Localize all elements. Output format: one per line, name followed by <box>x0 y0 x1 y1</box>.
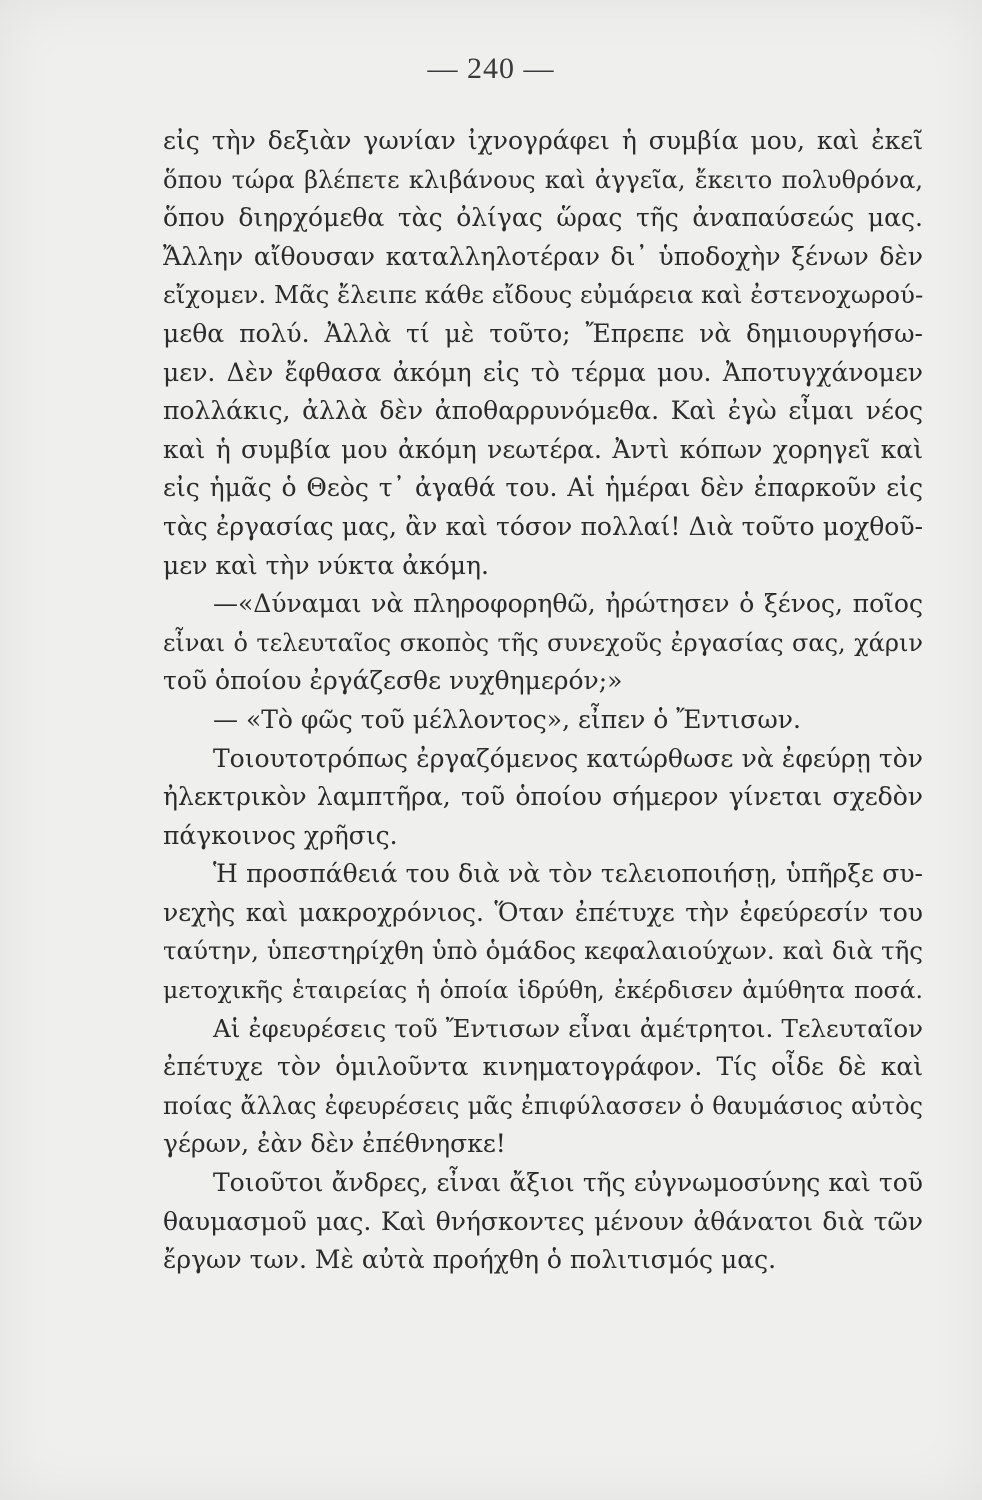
text-line: ἠλεκτρικὸν λαμπτῆρα, τοῦ ὁποίου σήμερον γίνεται σχεδὸν <box>163 782 923 812</box>
text-line: ἔργων των. Μὲ αὐτὰ προήχθη ὁ πολιτισμός μας. <box>163 1245 777 1275</box>
text-line: Τοιουτοτρόπως ἐργαζόμενος κατώρθωσε νὰ ἐφεύρῃ τὸν <box>213 743 923 773</box>
text-line: Αἱ ἐφευρέσεις τοῦ Ἔντισων εἶναι ἀμέτρητοι. Τελευταῖον <box>213 1013 923 1043</box>
text-line: —«Δύναμαι νὰ πληροφορηθῶ, ἠρώτησεν ὁ ξένος, ποῖος <box>213 589 923 619</box>
text-line: εἰς τὴν δεξιὰν γωνίαν ἰχνογράφει ἡ συμβία μου, καὶ ἐκεῖ <box>163 126 923 155</box>
text-line: — «Τὸ φῶς τοῦ μέλλοντος», εἶπεν ὁ Ἔντισων. <box>213 704 801 734</box>
text-line: Ἄλλην αἴθουσαν καταλληλοτέραν δι᾿ ὑποδοχὴν ξένων δὲν <box>163 241 923 271</box>
text-line: καὶ ἡ συμβία μου ἀκόμη νεωτέρα. Ἀντὶ κόπων χορηγεῖ καὶ <box>163 434 923 464</box>
text-line: μεθα πολύ. Ἀλλὰ τί μὲ τοῦτο; Ἔπρεπε νὰ δημιουργήσω- <box>163 318 923 348</box>
text-line: τοῦ ὁποίου ἐργάζεσθε νυχθημερόν;» <box>163 666 623 696</box>
text-line: νεχὴς καὶ μακροχρόνιος. Ὅταν ἐπέτυχε τὴν ἐφεύρεσίν του <box>163 897 923 927</box>
text-line: τὰς ἐργασίας μας, ἂν καὶ τόσον πολλαί! Διὰ τοῦτο μοχθοῦ- <box>163 511 923 541</box>
text-line: ταύτην, ὑπεστηρίχθη ὑπὸ ὁμάδος κεφαλαιούχων. καὶ διὰ τῆς <box>163 936 923 966</box>
page-number: — 240 — <box>427 52 555 85</box>
text-line: μεν καὶ τὴν νύκτα ἀκόμη. <box>163 550 489 580</box>
text-line: εἶναι ὁ τελευταῖος σκοπὸς τῆς συνεχοῦς ἐργασίας σας, χάριν <box>163 628 923 657</box>
body-text <box>163 122 923 1280</box>
text-line: ὅπου τώρα βλέπετε κλιβάνους καὶ ἀγγεῖα, ἔκειτο πολυθρόνα, <box>163 165 923 194</box>
text-line: μεν. Δὲν ἔφθασα ἀκόμη εἰς τὸ τέρμα μου. Ἀποτυγχάνομεν <box>163 357 923 387</box>
text-line: πολλάκις, ἀλλὰ δὲν ἀποθαρρυνόμεθα. Καὶ ἐγὼ εἶμαι νέος <box>163 396 923 426</box>
text-line: εἴχομεν. Μᾶς ἔλειπε κάθε εἴδους εὐμάρεια καὶ ἐστενοχωρού- <box>163 280 924 310</box>
text-line: ἐπέτυχε τὸν ὁμιλοῦντα κινηματογράφον. Τίς οἶδε δὲ καὶ <box>163 1052 923 1082</box>
text-line: ποίας ἄλλας ἐφευρέσεις μᾶς ἐπιφύλασσεν ὁ θαυμάσιος αὐτὸς <box>163 1091 923 1120</box>
text-line: Τοιοῦτοι ἄνδρες, εἶναι ἄξιοι τῆς εὐγνωμοσύνης καὶ τοῦ <box>213 1168 923 1198</box>
text-line: εἰς ἡμᾶς ὁ Θεὸς τ᾿ ἀγαθά του. Αἱ ἡμέραι δὲν ἐπαρκοῦν εἰς <box>163 473 923 503</box>
text-line: θαυμασμοῦ μας. Καὶ θνήσκοντες μένουν ἀθάνατοι διὰ τῶν <box>163 1206 923 1236</box>
text-line: πάγκοινος χρῆσις. <box>163 820 398 850</box>
text-line: ὅπου διηρχόμεθα τὰς ὀλίγας ὥρας τῆς ἀναπαύσεώς μας. <box>163 203 923 233</box>
text-line: Ἡ προσπάθειά του διὰ νὰ τὸν τελειοποιήσῃ, ὑπῆρξε συ- <box>213 859 923 889</box>
text-line: μετοχικῆς ἑταιρείας ἡ ὁποία ἱδρύθη, ἐκέρδισεν ἀμύθητα ποσά. <box>163 976 923 1005</box>
text-line: γέρων, ἐὰν δὲν ἐπέθνησκε! <box>163 1129 506 1159</box>
